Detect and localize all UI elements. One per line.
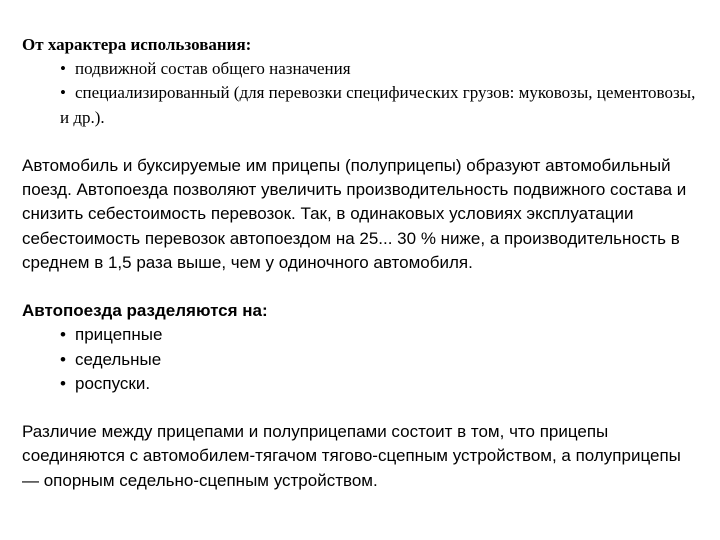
spacer (22, 275, 702, 299)
bullet-icon: • (60, 325, 66, 345)
paragraph-trailers-difference: Различие между прицепами и полуприцепами состоит в том, что прицепы соединяются с автомобилем-тягачом тягово-сцепным устройством, а полуприцепы — опорным седельно-сцепным устройством. (22, 422, 681, 490)
bullet-icon: • (60, 83, 66, 103)
spacer (22, 396, 702, 420)
bullet-icon: • (60, 349, 66, 369)
list-item (60, 81, 702, 129)
section-road-train-types-heading: Автопоезда разделяются на: (22, 301, 268, 321)
section-usage-heading: От характера использования: (22, 35, 252, 54)
spacer (22, 130, 702, 154)
bullet-icon: • (60, 373, 66, 393)
list-item (60, 323, 702, 347)
list-item-text: роспуски. (75, 373, 151, 393)
list-item (60, 372, 702, 396)
paragraph-road-trains: Автомобиль и буксируемые им прицепы (полуприцепы) образуют автомобильный поезд. Автопоезда позволяют увеличить производительность подвижного состава и снизить себестоимость перевозок. Так, в одинаковых условиях эксплуатации себестоимость перевозок автопоездом на 25... 30 % ниже, а производительность в среднем в 1,5 раза выше, чем у одиночного автомобиля. (22, 156, 687, 272)
list-item (60, 57, 702, 81)
slide-content (22, 33, 702, 493)
bullet-icon: • (60, 59, 66, 79)
list-item-text: подвижной состав общего назначения (75, 59, 351, 79)
road-train-types-list (22, 323, 702, 396)
list-item-text: специализированный (для перевозки специфических грузов: муковозы, цементовозы, и др.). (60, 83, 696, 127)
list-item (60, 348, 702, 372)
usage-list (22, 57, 702, 130)
list-item-text: седельные (75, 349, 162, 369)
list-item-text: прицепные (75, 325, 163, 345)
